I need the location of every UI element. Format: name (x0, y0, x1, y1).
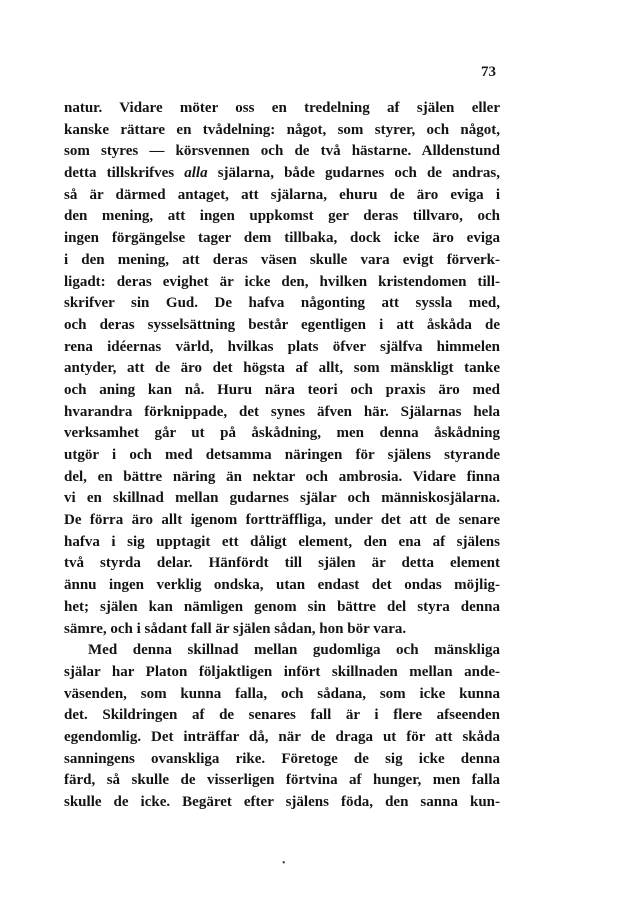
page-number: 73 (481, 64, 496, 80)
text-line: ännu ingen verklig ondska, utan endast det ondas möjlig- (64, 577, 500, 594)
text-line: vi en skillnad mellan gudarnes själar och människosjälarna. (64, 490, 500, 507)
body-text (64, 98, 500, 814)
text-line: sanningens ovanskliga rike. Företoge de sig icke denna (64, 750, 500, 767)
text-line: färd, så skulle de visserligen förtvina af hunger, men falla (64, 772, 500, 789)
text-line: De förra äro allt igenom fortträffliga, under det att de senare (64, 512, 500, 529)
text-line: kanske rättare en tvådelning: något, som styrer, och något, (64, 121, 500, 138)
text-line: hvarandra förknippade, det synes äfven här. Själarnas hela (64, 403, 500, 420)
text-line: i den mening, att deras väsen skulle vara evigt förverk- (64, 251, 500, 268)
stray-ink-mark: • (282, 858, 286, 869)
text-line: så är därmed antaget, att själarna, ehuru de äro eviga i (64, 186, 500, 203)
text-line: verksamhet går ut på åskådning, men denna åskådning (64, 425, 500, 442)
text-line: natur. Vidare möter oss en tredelning af själen eller (64, 100, 500, 116)
text-line: själar har Platon följaktligen infört skillnaden mellan ande- (64, 663, 500, 680)
text-line: het; själen kan nämligen genom sin bättre del styra denna (64, 598, 500, 615)
text-line: rena idéernas värld, hvilkas plats öfver själfva himmelen (64, 338, 500, 355)
text-line: och aning kan nå. Huru nära teori och praxis äro med (64, 381, 500, 398)
text-line: utgör i och med detsamma näringen för själens styrande (64, 447, 500, 463)
text-line: som styres — körsvennen och de två hästarne. Alldenstund (64, 143, 500, 160)
text-line: skrifver sin Gud. De hafva någonting att syssla med, (64, 295, 500, 312)
text-line: två styrda delar. Hänfördt till själen är detta element (64, 555, 500, 572)
text-line: det. Skildringen af de senares fall är i flere afseenden (64, 707, 500, 724)
text-line: antyder, att de äro det högsta af allt, som mänskligt tanke (64, 360, 500, 377)
text-line: ingen förgängelse tager dem tillbaka, dock icke äro eviga (64, 230, 500, 247)
text-line: den mening, att ingen uppkomst ger deras tillvaro, och (64, 208, 500, 225)
text-line: hafva i sig upptagit ett dåligt element, den ena af själens (64, 533, 500, 550)
text-line: detta tillskrifves alla själarna, både gudarnes och de andras, (64, 165, 501, 182)
text-line: skulle de icke. Begäret efter själens föda, den sanna kun- (64, 794, 500, 810)
text-line: Med denna skillnad mellan gudomliga och mänskliga (88, 642, 500, 659)
text-line: sämre, och i sådant fall är själen sådan, hon bör vara. (64, 620, 407, 637)
text-line: egendomlig. Det inträffar då, när de draga ut för att skåda (64, 728, 500, 745)
text-line: ligadt: deras evighet är icke den, hvilken kristendomen till- (64, 273, 500, 290)
text-line: väsenden, som kunna falla, och sådana, som icke kunna (64, 685, 500, 702)
emphasized-word: alla (184, 165, 208, 182)
text-line: och deras sysselsättning består egentligen i att åskåda de (64, 316, 500, 333)
text-line: del, en bättre näring än nektar och ambrosia. Vidare finna (64, 468, 500, 485)
